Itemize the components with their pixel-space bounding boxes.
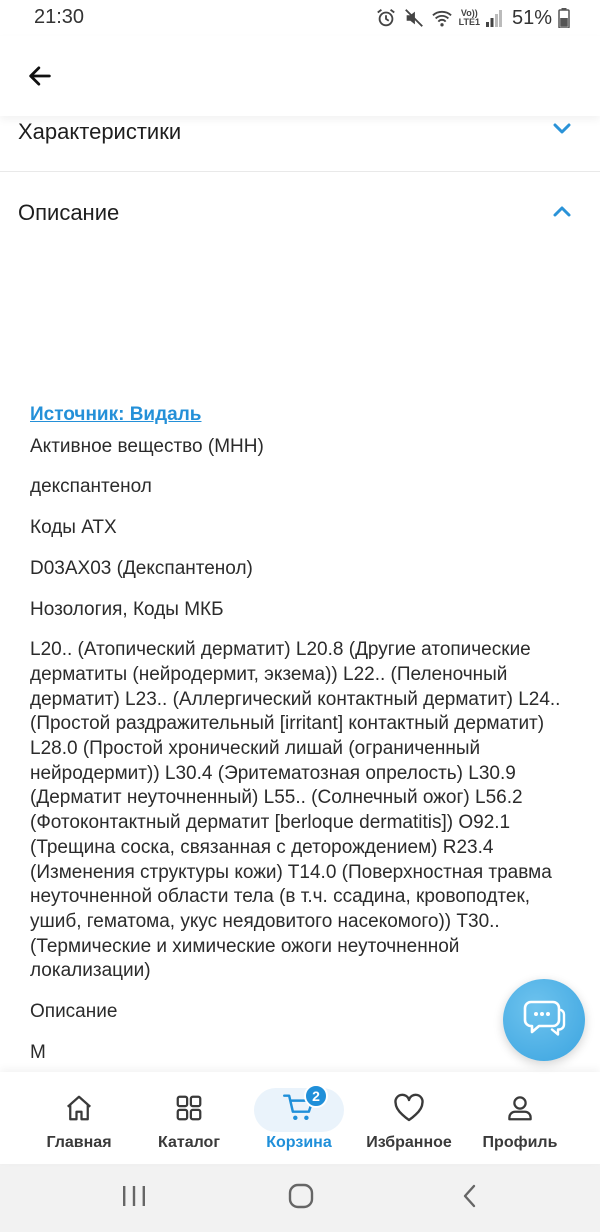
battery-percent: 51% — [511, 6, 552, 29]
paragraph-atc-value: D03AX03 (Декспантенол) — [30, 557, 253, 579]
nav-profile-label: Профиль — [482, 1134, 558, 1151]
status-bar — [0, 0, 600, 36]
alarm-icon — [375, 7, 397, 29]
paragraph-description-start: М — [30, 1041, 46, 1063]
user-icon — [505, 1093, 535, 1128]
nav-catalog-label: Каталог — [158, 1134, 220, 1151]
paragraph-description-label: Описание — [30, 1001, 118, 1023]
accordion-characteristics-title: Характеристики — [18, 118, 182, 144]
nav-item-profile[interactable] — [475, 1072, 565, 1164]
heart-icon — [393, 1093, 425, 1128]
accordion-description-title: Описание — [18, 200, 120, 225]
cart-badge: 2 — [304, 1084, 328, 1108]
nav-favorites-label: Избранное — [366, 1134, 452, 1151]
battery-icon — [558, 8, 570, 28]
wifi-icon — [431, 8, 453, 28]
home-circle-icon — [288, 1183, 314, 1214]
signal-icon — [486, 9, 502, 27]
paragraph-icd-codes: L20.. (Атопический дерматит) L20.8 (Другие атопические дерматиты (нейродермит, экзема)) L22.. (Пеленочный дерматит) L23.. (Аллергический контактный дерматит) L24.. (Простой раздражительный [irritant] контактный дерматит) L28.0 (Простой хронический лишай (ограниченный нейродермит)) L30.4 (Эритематозная опрелость) L30.9 (Дерматит неуточненный) L55.. (Солнечный ожог) L56.2 (Фотоконтактный дерматит [berloque dermatitis]) O92.1 (Трещина соска, связанная с деторождением) R23.4 (Изменения структуры кожи) T14.0 (Поверхностная травма неуточненной области тела (в т.ч. ссадина, кровоподтек, ушиб, гематома, укус неядовитого насекомого)) T30.. (Термические и химические ожоги неуточненной локализации) — [30, 639, 561, 982]
paragraph-active-substance-value: декспантенол — [30, 476, 152, 498]
nav-catalog-icon-wrap — [144, 1088, 234, 1132]
home-system-button[interactable] — [271, 1178, 331, 1218]
nav-home-icon-wrap — [34, 1088, 124, 1132]
back-system-button[interactable] — [440, 1178, 500, 1218]
home-icon — [64, 1093, 94, 1128]
recent-apps-button[interactable] — [104, 1178, 164, 1218]
chevron-left-icon — [460, 1183, 480, 1214]
status-time: 21:30 — [34, 6, 85, 28]
back-button[interactable] — [20, 58, 60, 98]
system-navigation-bar — [0, 1164, 600, 1232]
mute-icon — [403, 7, 425, 29]
nav-item-catalog[interactable] — [144, 1072, 234, 1164]
app-header — [0, 36, 600, 116]
arrow-left-icon — [26, 62, 54, 95]
grid-icon — [174, 1093, 204, 1128]
nav-cart-label: Корзина — [266, 1134, 332, 1151]
accordion-description[interactable] — [0, 173, 600, 253]
nav-cart-icon-wrap — [254, 1088, 344, 1132]
status-icons — [375, 4, 570, 32]
chevron-down-icon — [552, 122, 572, 141]
paragraph-active-substance-label: Активное вещество (МНН) — [30, 435, 264, 457]
network-type-label — [459, 9, 480, 27]
chat-bubbles-icon — [521, 998, 567, 1043]
lte-label: LTE1 — [458, 17, 480, 27]
source-link[interactable]: Источник: Видаль — [30, 404, 202, 425]
nav-profile-icon-wrap — [475, 1088, 565, 1132]
nav-item-cart[interactable] — [254, 1072, 344, 1164]
nav-home-label: Главная — [46, 1134, 112, 1151]
nav-favorites-icon-wrap — [364, 1088, 454, 1132]
chevron-up-icon — [552, 204, 572, 223]
paragraph-nosology-label: Нозология, Коды МКБ — [30, 598, 224, 620]
chat-support-button[interactable] — [503, 979, 585, 1061]
description-content — [30, 403, 578, 1071]
nav-item-home[interactable] — [34, 1072, 124, 1164]
paragraph-atc-label: Коды АТХ — [30, 517, 117, 539]
recent-apps-icon — [121, 1184, 147, 1213]
bottom-navigation — [0, 1072, 600, 1164]
nav-item-favorites[interactable] — [364, 1072, 454, 1164]
volte-label: Vo)) — [460, 8, 478, 18]
